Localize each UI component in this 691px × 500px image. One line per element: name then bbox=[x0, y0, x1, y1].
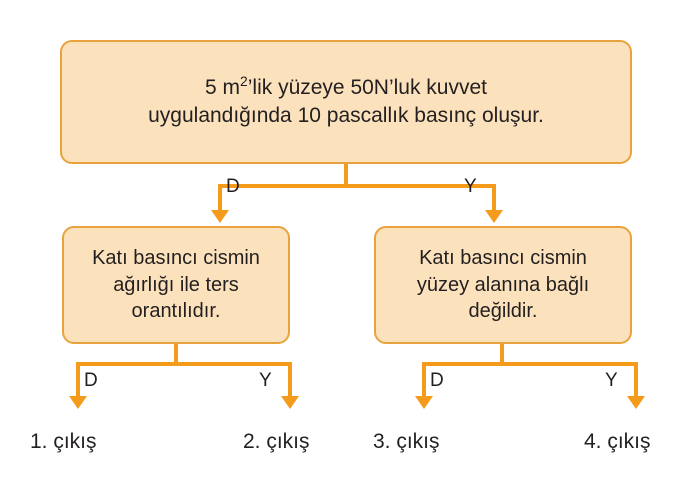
decision-node-left-text bbox=[82, 245, 270, 324]
arrowhead-outcome-3 bbox=[415, 396, 433, 409]
root-line1-pre: 5 m bbox=[205, 76, 241, 100]
decision-node-right bbox=[374, 226, 632, 344]
root-line2: uygulandığında 10 pascallık basınç oluşur. bbox=[148, 104, 544, 127]
arrowhead-root-right bbox=[485, 210, 503, 223]
left-line3: orantılıdır. bbox=[131, 300, 221, 323]
connector-root-right-drop bbox=[492, 184, 496, 212]
connector-right-stem bbox=[500, 344, 504, 364]
connector-right-bus bbox=[422, 362, 638, 366]
right-line2: yüzey alanına bağlı bbox=[416, 273, 590, 296]
connector-left-stem bbox=[174, 344, 178, 364]
outcome-label-3: 3. çıkış bbox=[373, 430, 440, 453]
edge-label-right-y: Y bbox=[605, 370, 618, 391]
root-line1-superscript: 2 bbox=[240, 73, 248, 90]
edge-label-root-left: D bbox=[226, 176, 240, 197]
right-line3: değildir. bbox=[468, 300, 538, 323]
outcome-label-2: 2. çıkış bbox=[243, 430, 310, 453]
decision-node-right-text bbox=[407, 245, 599, 324]
connector-left-bus bbox=[76, 362, 292, 366]
edge-label-right-d: D bbox=[430, 370, 444, 391]
arrowhead-outcome-2 bbox=[281, 396, 299, 409]
connector-root-left-drop bbox=[218, 184, 222, 212]
decision-node-left bbox=[62, 226, 290, 344]
root-line1-post: ’lik yüzeye 50N’luk kuvvet bbox=[247, 76, 487, 100]
connector-left-y-drop bbox=[288, 362, 292, 398]
outcome-label-1: 1. çıkış bbox=[30, 430, 97, 453]
connector-root-bus bbox=[218, 184, 496, 188]
connector-right-d-drop bbox=[422, 362, 426, 398]
left-line2: ağırlığı ile ters bbox=[113, 273, 239, 296]
connector-right-y-drop bbox=[634, 362, 638, 398]
arrowhead-outcome-4 bbox=[627, 396, 645, 409]
arrowhead-root-left bbox=[211, 210, 229, 223]
edge-label-root-right: Y bbox=[464, 176, 477, 197]
connector-left-d-drop bbox=[76, 362, 80, 398]
decision-node-root bbox=[60, 40, 632, 164]
arrowhead-outcome-1 bbox=[69, 396, 87, 409]
right-line1: Katı basıncı cismin bbox=[419, 247, 587, 270]
edge-label-left-y: Y bbox=[259, 370, 272, 391]
edge-label-left-d: D bbox=[84, 370, 98, 391]
left-line1: Katı basıncı cismin bbox=[92, 247, 260, 270]
connector-root-stem bbox=[344, 164, 348, 186]
outcome-label-4: 4. çıkış bbox=[584, 430, 651, 453]
decision-node-root-text bbox=[138, 74, 554, 129]
